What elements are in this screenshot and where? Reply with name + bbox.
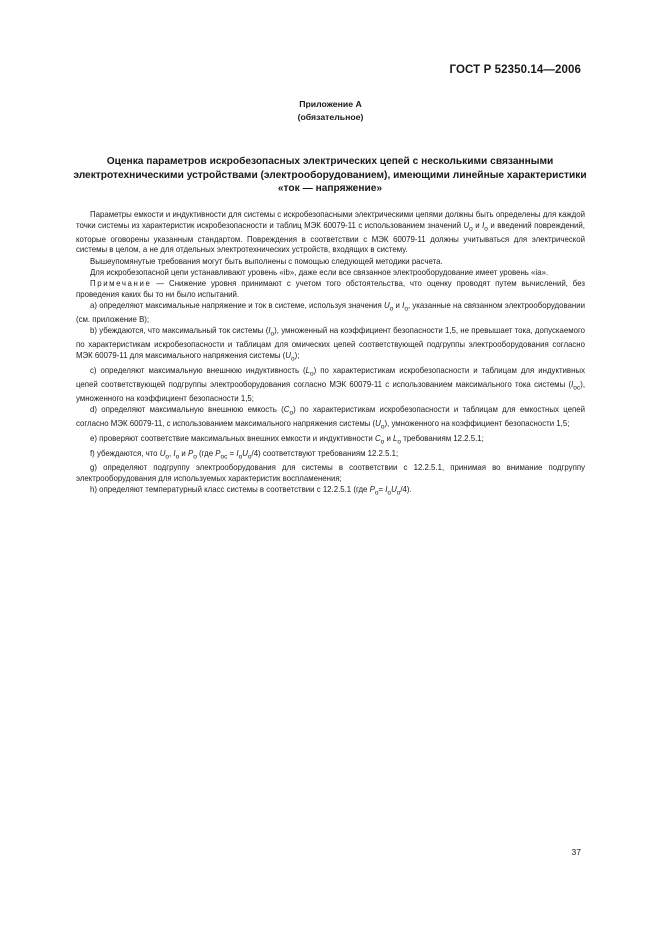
appendix-label: Приложение А <box>299 99 362 109</box>
section-title: Оценка параметров искробезопасных электрических цепей с несколькими связанными электротехническими устройствами (электрооборудованием), имеющими линейные характеристики «ток — напряжение» <box>73 156 587 194</box>
list-item-b: b) убеждаются, что максимальный ток системы $(I_о)$, умноженный на коэффициент безопасности 1,5, не превышает тока, допускаемого по характеристикам искробезопасности и таблицам для омических цепей соответствующей подгруппы электрооборудования согласно МЭК 60079-11 для максимального напряжения системы $(U_о)$; <box>76 326 585 363</box>
list-item-c: c) определяют максимальную внешнюю индуктивность $(L_о)$ по характеристикам искробезопасности и таблицам для индуктивных цепей соответствующей подгруппы электрооборудования согласно МЭК 60079-11 с использованием максимального тока системы $(I_{ос})$, умноженного на коэффициент безопасности 1,5; <box>76 365 585 403</box>
list-item-a: a) определяют максимальные напряжение и ток в системе, используя значения $U_о$ и $I_о$, указанные на связанном электрооборудовании (см. приложение В); <box>76 300 585 324</box>
list-item-e: e) проверяют соответствие максимальных внешних емкости и индуктивности $C_о$ и $L_о$ требованиям 12.2.5.1; <box>90 433 484 446</box>
list-item-f: f) убеждаются, что $U_о$, $I_о$ и $P_о$ (где $P_{ос} = I_оU_о/4$) соответствуют требованиям 12.2.5.1; <box>90 448 399 461</box>
appendix-status: (обязательное) <box>297 112 364 122</box>
paragraph-parameters: Параметры емкости и индуктивности для системы с искробезопасными электрическими цепями должны быть определены для каждой точки системы из характеристик искробезопасности и таблиц МЭК 60079-11 с использованием значений $U_о$ и $I_о$ и введений повреждений, которые оговорены указанным стандартом. Повреждения в соответствии с МЭК 60079-11 должны учитываться для электрической системы в целом, а не для отдельных электротехнических устройств, входящих в систему. <box>76 210 585 255</box>
page-number: 37 <box>571 847 581 857</box>
document-body <box>76 210 585 500</box>
list-item-h: h) определяют температурный класс системы в соответствии с 12.2.5.1 (где $P_о= I_оU_о/4$). <box>90 485 412 497</box>
list-item-d: d) определяют максимальную внешнюю емкость $(C_о)$ по характеристикам искробезопасности и таблицам для емкостных цепей согласно МЭК 60079-11, с использованием максимального напряжения системы $(U_о)$, умноженного на коэффициент безопасности 1,5; <box>76 405 585 431</box>
note-paragraph: Примечание — Снижение уровня принимают с учетом того обстоятельства, что оценку проводят путем вычислений, без проведения каких бы то ни было испытаний. <box>76 278 585 299</box>
appendix-heading <box>0 98 661 124</box>
document-standard-number: ГОСТ Р 52350.14—2006 <box>449 64 581 76</box>
note-label: Примечание <box>90 278 152 288</box>
paragraph-level: Для искробезопасной цепи устанавливают уровень «ib», даже если все связанное электрооборудование имеет уровень «ia». <box>90 267 549 277</box>
paragraph-method: Вышеупомянутые требования могут быть выполнены с помощью следующей методики расчета. <box>90 256 443 266</box>
list-item-g: g) определяют подгруппу электрооборудования для системы в соответствии с 12.2.5.1, принимая во внимание подгруппу электрооборудования для используемых характеристик воспламенения; <box>76 463 585 484</box>
